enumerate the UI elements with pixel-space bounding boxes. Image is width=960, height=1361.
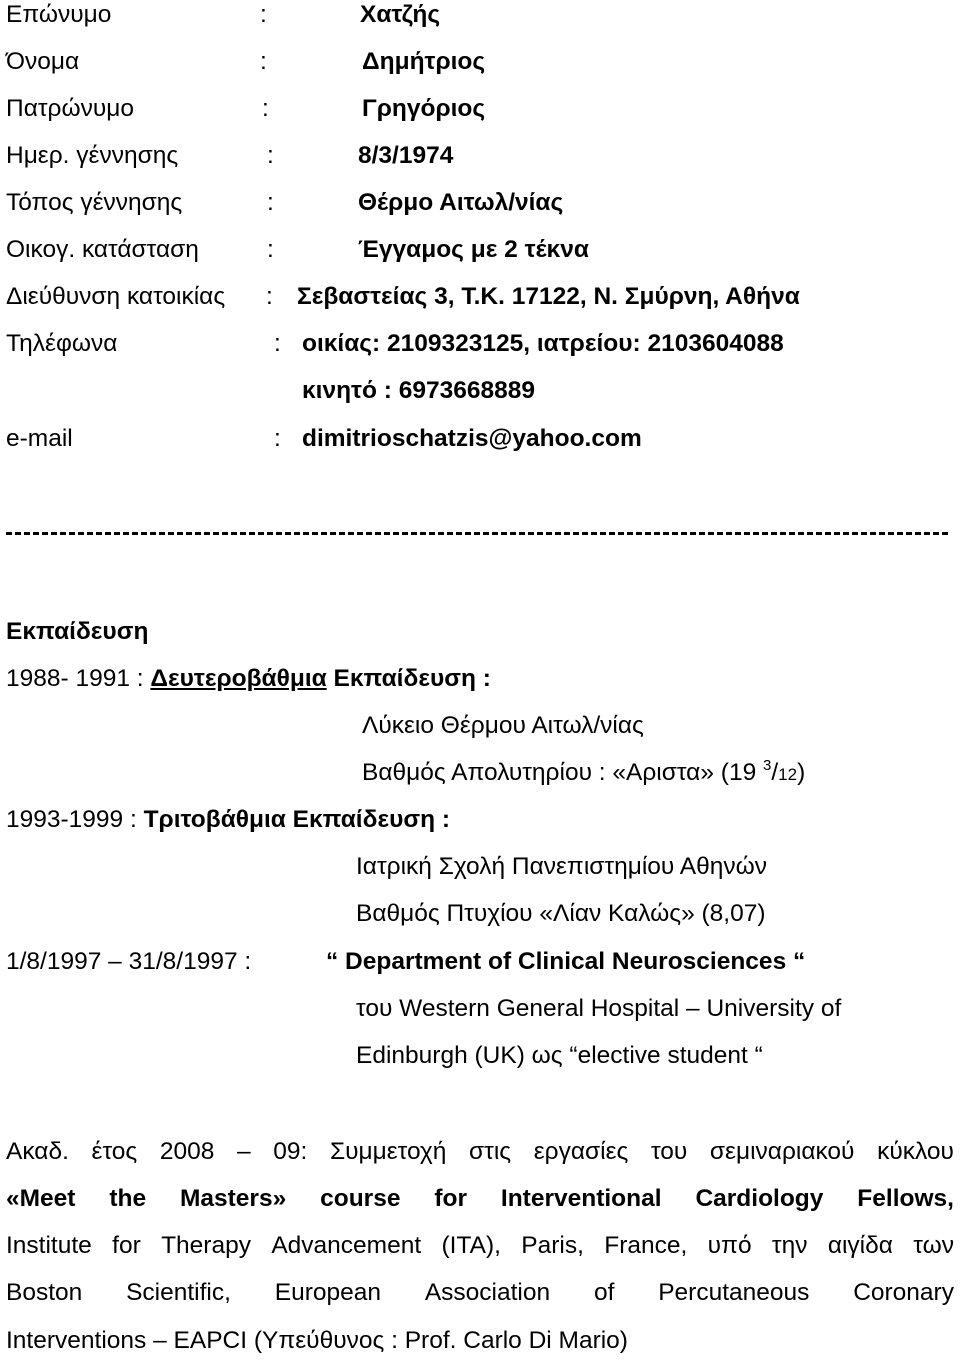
phones-value: οικίας: 2109323125, ιατρείου: 2103604088 — [302, 330, 784, 357]
word: Scientific, — [126, 1279, 231, 1306]
word: έτος — [91, 1138, 138, 1165]
email-label: e-mail — [6, 425, 73, 452]
surname-label: Επώνυμο — [6, 1, 112, 28]
separator-line — [6, 532, 948, 535]
education-entry-1 — [6, 664, 491, 694]
pob-label: Τόπος γέννησης — [6, 189, 183, 216]
academic-line-5: Interventions – EAPCI (Υπεύθυνος : Prof. Carlo Di Mario) — [6, 1327, 628, 1354]
dob-value: 8/3/1974 — [358, 142, 454, 169]
word: Therapy — [161, 1232, 251, 1259]
education-title: Εκπαίδευση — [6, 618, 149, 645]
e1-grade-sup: 3 — [763, 757, 772, 774]
colon: : — [267, 189, 274, 216]
e1-grade-text: Βαθμός Απολυτηρίου : «Αριστα» (19 — [362, 759, 763, 786]
colon: : — [266, 283, 273, 310]
word: σεμιναριακού — [709, 1138, 855, 1165]
academic-line-4 — [6, 1278, 954, 1308]
father-label: Πατρώνυμο — [6, 95, 134, 122]
word: – — [236, 1138, 251, 1165]
word: εργασίες — [533, 1138, 629, 1165]
education-entry-2 — [6, 805, 450, 835]
e2-level: Τριτοβάθμια Εκπαίδευση : — [143, 806, 451, 833]
word: Ακαδ. — [6, 1138, 69, 1165]
colon: : — [267, 142, 274, 169]
address-label: Διεύθυνση κατοικίας — [6, 283, 226, 310]
surname-value: Χατζής — [360, 1, 441, 28]
word: Paris, — [521, 1232, 584, 1259]
e1-level: Δευτεροβάθμια — [150, 665, 327, 692]
word: Boston — [6, 1279, 83, 1306]
father-value: Γρηγόριος — [362, 95, 486, 122]
e3-years: 1/8/1997 – 31/8/1997 : — [6, 948, 252, 975]
word: the — [109, 1185, 147, 1212]
word: Percutaneous — [658, 1279, 810, 1306]
e2-grade: Βαθμός Πτυχίου «Λίαν Καλώς» (8,07) — [356, 900, 766, 927]
word: «Meet — [6, 1185, 76, 1212]
word: Συμμετοχή — [329, 1138, 447, 1165]
dob-label: Ημερ. γέννησης — [6, 142, 179, 169]
word: κύκλου — [877, 1138, 954, 1165]
e2-years: 1993-1999 : — [6, 806, 144, 833]
marital-label: Οικογ. κατάσταση — [6, 236, 199, 263]
word: Advancement — [271, 1232, 422, 1259]
colon: : — [274, 425, 281, 452]
e2-school: Ιατρική Σχολή Πανεπιστημίου Αθηνών — [356, 853, 767, 880]
academic-line-3 — [6, 1231, 954, 1261]
word: Masters» — [179, 1185, 287, 1212]
word: Cardiology — [695, 1185, 824, 1212]
colon: : — [260, 48, 267, 75]
marital-value: Έγγαμος με 2 τέκνα — [358, 236, 589, 263]
e1-grade-post: ) — [797, 759, 806, 786]
address-value: Σεβαστείας 3, Τ.Κ. 17122, Ν. Σμύρνη, Αθήνα — [297, 283, 800, 310]
e1-school: Λύκειο Θέρμου Αιτωλ/νίας — [362, 712, 644, 739]
word: Coronary — [853, 1279, 954, 1306]
word: (ITA), — [441, 1232, 501, 1259]
academic-line-2 — [6, 1184, 954, 1214]
colon: : — [267, 236, 274, 263]
word: στις — [469, 1138, 512, 1165]
word: course — [320, 1185, 401, 1212]
word: υπό — [707, 1232, 752, 1259]
e1-years: 1988- 1991 : — [6, 665, 151, 692]
word: την — [771, 1232, 808, 1259]
word: των — [913, 1232, 954, 1259]
name-value: Δημήτριος — [362, 48, 486, 75]
colon: : — [262, 95, 269, 122]
word: Interventional — [500, 1185, 662, 1212]
word: 2008 — [159, 1138, 215, 1165]
e1-grade-small: 12 — [778, 765, 798, 784]
e3-line3: Edinburgh (UK) ως “elective student “ — [356, 1042, 763, 1069]
e1-grade-slash: / — [771, 759, 779, 786]
word: Fellows, — [857, 1185, 954, 1212]
word: European — [274, 1279, 382, 1306]
word: 09: — [273, 1138, 308, 1165]
e3-line2: του Western General Hospital – University of — [356, 995, 842, 1022]
word: France, — [604, 1232, 688, 1259]
e3-dept: “ Department of Clinical Neurosciences “ — [326, 948, 806, 975]
phones-label: Τηλέφωνα — [6, 330, 118, 357]
word: of — [593, 1279, 615, 1306]
e1-grade — [362, 758, 805, 791]
word: του — [650, 1138, 688, 1165]
academic-line-1 — [6, 1137, 954, 1167]
pob-value: Θέρμο Αιτωλ/νίας — [358, 189, 564, 216]
word: for — [434, 1185, 468, 1212]
mobile-value: κινητό : 6973668889 — [302, 377, 535, 404]
word: Institute — [6, 1232, 92, 1259]
word: for — [112, 1232, 141, 1259]
word: αιγίδα — [827, 1232, 893, 1259]
colon: : — [274, 330, 281, 357]
email-value: dimitrioschatzis@yahoo.com — [302, 425, 642, 452]
name-label: Όνομα — [6, 48, 80, 75]
word: Association — [424, 1279, 551, 1306]
e1-rest: Εκπαίδευση : — [326, 665, 491, 692]
colon: : — [260, 1, 267, 28]
